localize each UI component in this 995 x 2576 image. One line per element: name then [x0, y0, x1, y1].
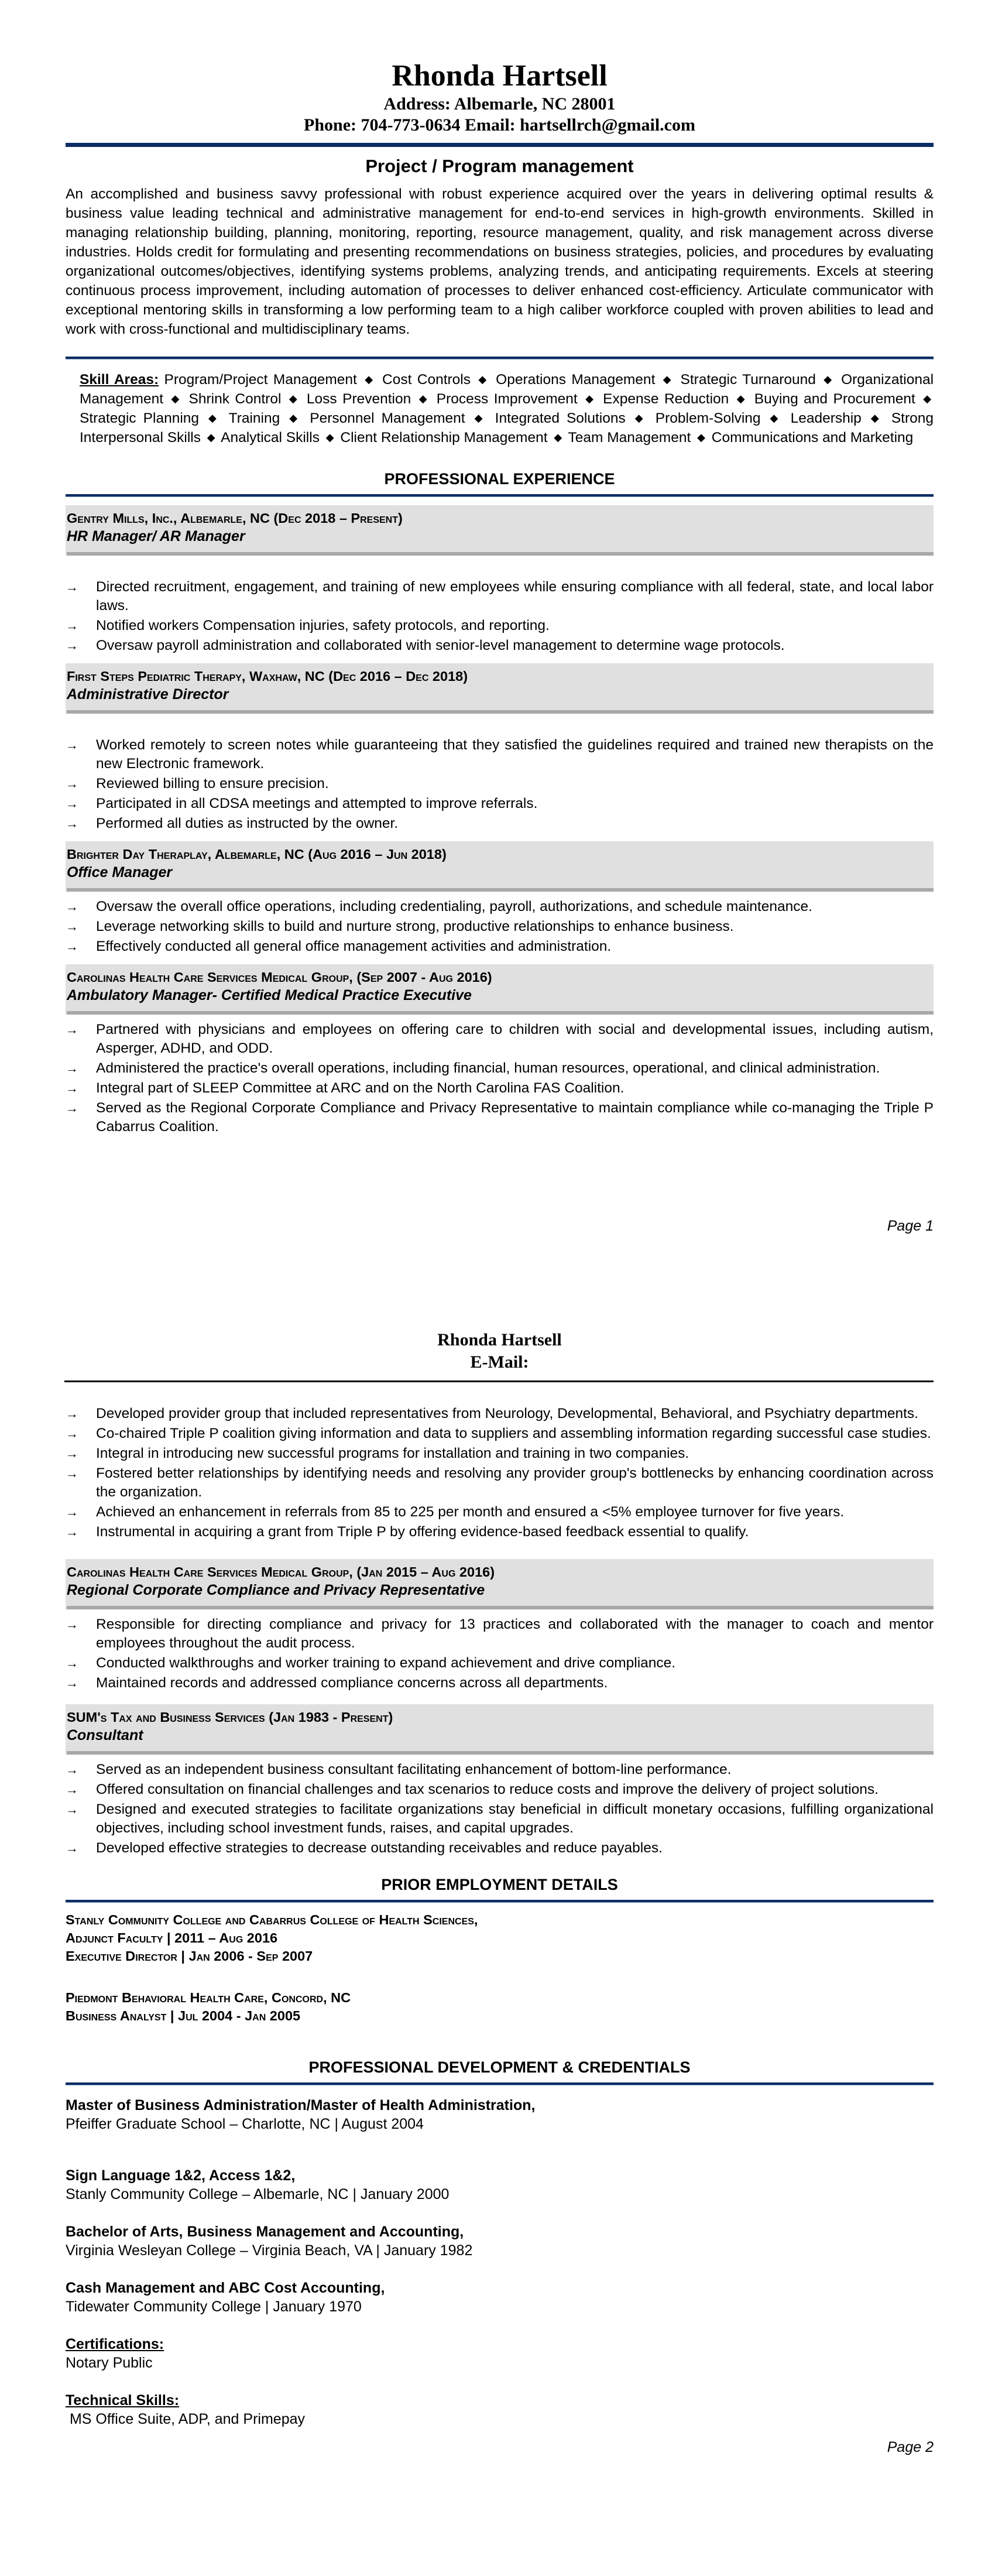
diamond-separator-icon: ◆ [923, 393, 932, 405]
diamond-separator-icon: ◆ [870, 412, 882, 424]
arrow-icon: → [66, 1656, 78, 1670]
skill-item: Organizational Management [80, 372, 934, 407]
page-number: Page 2 [887, 2439, 934, 2455]
skill-item: Problem-Solving [655, 410, 761, 426]
bullet-item: → Offered consultation on financial challenges and tax scenarios to reduce costs and improve the delivery of project solutions. [66, 1780, 934, 1799]
bullet-item: → Directed recruitment, engagement, and training of new employees while ensuring compliance with all federal, state, and local labor laws. [66, 579, 934, 614]
arrow-icon: → [66, 1505, 78, 1519]
job-entry [66, 1704, 934, 1858]
prior-divider [66, 1900, 934, 1903]
certifications [66, 2335, 934, 2372]
job-header-bar [67, 552, 934, 556]
diamond-separator-icon: ◆ [478, 374, 488, 385]
job-bullets-continued [66, 1405, 934, 1542]
bullet-item: → Performed all duties as instructed by the owner. [66, 814, 934, 833]
job-company: SUM's Tax and Business Services (Jan 1983 - Present) [67, 1710, 393, 1725]
bullet-item: → Instrumental in acquiring a grant from Triple P by offering evidence-based feedback essential to qualify. [66, 1523, 934, 1542]
arrow-icon: → [66, 1782, 78, 1797]
credentials-divider [66, 2082, 934, 2085]
skills-list [66, 370, 934, 447]
diamond-separator-icon: ◆ [770, 412, 781, 424]
job-bullets [66, 1020, 934, 1136]
education-item [66, 2096, 934, 2133]
job-entry [66, 505, 934, 655]
job-entry [66, 1559, 934, 1693]
job-role: Office Manager [67, 864, 173, 881]
job-role: HR Manager/ AR Manager [67, 528, 245, 544]
job-role: Ambulatory Manager- Certified Medical Practice Executive [67, 987, 472, 1003]
education-list [66, 2096, 934, 2428]
job-header [66, 1704, 934, 1755]
job-header-bar [67, 888, 934, 892]
prior-entry [66, 1989, 934, 2025]
bullet-item: → Effectively conducted all general office management activities and administration. [66, 937, 934, 956]
job-role: Administrative Director [67, 686, 229, 703]
skill-item: Shrink Control [188, 391, 282, 407]
diamond-separator-icon: ◆ [663, 374, 673, 385]
job-role: Consultant [67, 1727, 143, 1743]
diamond-separator-icon: ◆ [634, 412, 646, 424]
job-bullets [66, 1760, 934, 1858]
bullet-item: → Oversaw payroll administration and collaborated with senior-level management to determine wage protocols. [66, 636, 934, 655]
bullet-item: → Developed provider group that included representatives from Neurology, Developmental, Behavioral, and Psychiatry departments. [66, 1405, 934, 1423]
diamond-separator-icon: ◆ [365, 374, 375, 385]
diamond-separator-icon: ◆ [289, 393, 299, 405]
skills-items [80, 372, 934, 446]
degree: Sign Language 1&2, Access 1&2, [66, 2167, 296, 2184]
bullet-item: → Leverage networking skills to build and nurture strong, productive relationships to enhance business. [66, 917, 934, 936]
section-title-prior: PRIOR EMPLOYMENT DETAILS [381, 1876, 618, 1893]
arrow-icon: → [66, 1061, 78, 1075]
degree: Master of Business Administration/Master of Health Administration, [66, 2097, 536, 2113]
technical-skills [66, 2391, 934, 2428]
skill-item: Leadership [790, 410, 862, 426]
prior-org: Stanly Community College and Cabarrus College of Health Sciences, [66, 1912, 478, 1927]
job-header-bar [67, 1751, 934, 1755]
diamond-separator-icon: ◆ [208, 412, 220, 424]
job-bullets [66, 1615, 934, 1693]
education-item [66, 2166, 934, 2204]
skill-item: Strategic Planning [80, 410, 200, 426]
arrow-icon: → [66, 919, 78, 934]
bullet-item: → Administered the practice's overall operations, including financial, human resources, operational, and clinical administration. [66, 1059, 934, 1078]
prior-org: Piedmont Behavioral Health Care, Concord, NC [66, 1990, 351, 2005]
skill-item: Buying and Procurement [754, 391, 915, 407]
bullet-item: → Served as an independent business consultant facilitating enhancement of bottom-line performance. [66, 1760, 934, 1779]
arrow-icon: → [66, 1802, 78, 1817]
summary-paragraph: An accomplished and business savvy professional with robust experience acquired over the years in delivering optimal results & business value leading technical and administrative management for end-to-end services in high-growth environments. Skilled in managing relationship building, planning, monitoring, reporting, resource management, quality, and risk management across diverse industries. Holds credit for formulating and presenting recommendations on business strategies, policies, and procedures by evaluating organizational outcomes/objectives, identifying systems problems, analyzing trends, and anticipating requirements. Excels at steering continuous process improvement, including automation of processes to deliver enhanced cost-efficiency. Articulate communicator with exceptional mentoring skills in transforming a low performing team to a high caliber workforce coupled with proven abilities to lead and work with cross-functional and multidisciplinary teams. [66, 186, 934, 337]
skill-item: Loss Prevention [306, 391, 411, 407]
job-header [66, 1559, 934, 1609]
diamond-separator-icon: ◆ [171, 393, 181, 405]
skill-item: Team Management [568, 430, 691, 446]
prior-role: Business Analyst | Jul 2004 - Jan 2005 [66, 2008, 301, 2023]
school: Virginia Wesleyan College – Virginia Beach, VA | January 1982 [66, 2242, 473, 2259]
skill-item: Client Relationship Management [340, 430, 548, 446]
arrow-icon: → [66, 738, 78, 752]
phone-email: Phone: 704-773-0634 Email: hartsellrch@gmail.com [304, 115, 695, 135]
arrow-icon: → [66, 1676, 78, 1690]
arrow-icon: → [66, 1406, 78, 1421]
job-header [66, 505, 934, 556]
prior-role: Executive Director | Jan 2006 - Sep 2007 [66, 1948, 313, 1964]
arrow-icon: → [66, 1466, 78, 1481]
bullet-item: → Co-chaired Triple P coalition giving information and data to suppliers and assembling information regarding successful case studies. [66, 1424, 934, 1443]
education-item [66, 2222, 934, 2260]
skill-item: Operations Management [496, 372, 656, 388]
arrow-icon: → [66, 580, 78, 594]
job-bullets [66, 898, 934, 956]
certifications-value: Notary Public [66, 2355, 153, 2371]
arrow-icon: → [66, 1101, 78, 1115]
candidate-name: Rhonda Hartsell [392, 59, 608, 93]
job-company: Gentry Mills, Inc., Albemarle, NC (Dec 2018 – Present) [67, 511, 403, 526]
job-header-bar [67, 710, 934, 714]
bullet-item: → Integral part of SLEEP Committee at ARC and on the North Carolina FAS Coalition. [66, 1079, 934, 1098]
bullet-item: → Partnered with physicians and employees on offering care to children with social and developmental issues, including autism, Asperger, ADHD, and ODD. [66, 1022, 934, 1056]
section-title-experience: PROFESSIONAL EXPERIENCE [384, 470, 615, 488]
job-bullets [66, 578, 934, 655]
arrow-icon: → [66, 1022, 78, 1037]
arrow-icon: → [66, 816, 78, 831]
diamond-separator-icon: ◆ [824, 374, 833, 385]
degree: Cash Management and ABC Cost Accounting, [66, 2280, 385, 2296]
page-number: Page 1 [887, 1218, 934, 1234]
arrow-icon: → [66, 1426, 78, 1441]
diamond-separator-icon: ◆ [736, 393, 747, 405]
skill-item: Program/Project Management [164, 372, 357, 388]
diamond-separator-icon: ◆ [585, 393, 595, 405]
job-header [66, 964, 934, 1015]
certifications-label: Certifications: [66, 2336, 164, 2352]
diamond-separator-icon: ◆ [554, 431, 562, 443]
job-company: Carolinas Health Care Services Medical Group, (Jan 2015 – Aug 2016) [67, 1564, 495, 1580]
education-item [66, 2279, 934, 2316]
prior-role: Adjunct Faculty | 2011 – Aug 2016 [66, 1930, 278, 1945]
skill-item: Strategic Turnaround [680, 372, 816, 388]
experience-divider [66, 494, 934, 497]
skill-item: Analytical Skills [221, 430, 320, 446]
arrow-icon: → [66, 796, 78, 811]
job-header [66, 663, 934, 714]
school: Pfeiffer Graduate School – Charlotte, NC | August 2004 [66, 2116, 424, 2132]
bullet-item: → Served as the Regional Corporate Compliance and Privacy Representative to maintain compliance while co-managing the Triple P Cabarrus Coalition. [66, 1100, 934, 1135]
skill-item: Communications and Marketing [711, 430, 914, 446]
page2-candidate-name: Rhonda Hartsell [437, 1330, 562, 1349]
diamond-separator-icon: ◆ [418, 393, 429, 405]
skills-label: Skill Areas: [80, 372, 159, 388]
job-company: Brighter Day Theraplay, Albemarle, NC (Aug 2016 – Jun 2018) [67, 847, 447, 862]
skill-item: Personnel Management [310, 410, 465, 426]
prior-entry [66, 1911, 934, 1965]
bullet-item: → Worked remotely to screen notes while guaranteeing that they satisfied the guidelines required and trained new therapists on the new Electronic framework. [66, 737, 934, 772]
technical-skills-label: Technical Skills: [66, 2392, 180, 2409]
bullet-item: → Responsible for directing compliance and privacy for 13 practices and collaborated with the manager to coach and mentor employees throughout the audit process. [66, 1616, 934, 1651]
skills-divider [66, 357, 934, 359]
bullet-item: → Oversaw the overall office operations, including credentialing, payroll, authorizations, and schedule maintenance. [66, 898, 934, 916]
bullet-item: → Maintained records and addressed compliance concerns across all departments. [66, 1674, 934, 1693]
arrow-icon: → [66, 1762, 78, 1777]
job-entry [66, 964, 934, 1136]
skill-item: Strong Interpersonal Skills [80, 410, 934, 446]
arrow-icon: → [66, 1446, 78, 1461]
diamond-separator-icon: ◆ [207, 431, 215, 443]
job-header-bar [67, 1606, 934, 1609]
diamond-separator-icon: ◆ [325, 431, 334, 443]
arrow-icon: → [66, 1525, 78, 1539]
job-entry [66, 663, 934, 833]
job-company: First Steps Pediatric Therapy, Waxhaw, NC (Dec 2016 – Dec 2018) [67, 669, 468, 684]
skill-item: Process Improvement [436, 391, 578, 407]
skill-item: Training [228, 410, 280, 426]
section-title-credentials: PROFESSIONAL DEVELOPMENT & CREDENTIALS [308, 2058, 691, 2076]
job-header [66, 841, 934, 892]
address: Address: Albemarle, NC 28001 [383, 94, 616, 114]
skill-item: Cost Controls [382, 372, 471, 388]
school: Tidewater Community College | January 1970 [66, 2298, 362, 2315]
page2-email-label: E-Mail: [470, 1352, 529, 1372]
bullet-item: → Achieved an enhancement in referrals from 85 to 225 per month and ensured a <5% employee turnover for five years. [66, 1503, 934, 1522]
arrow-icon: → [66, 1617, 78, 1632]
bullet-item: → Integral in introducing new successful programs for installation and training in two companies. [66, 1444, 934, 1463]
diamond-separator-icon: ◆ [697, 431, 705, 443]
bullet-item: → Conducted walkthroughs and worker training to expand achievement and drive compliance. [66, 1654, 934, 1673]
bullet-item: → Fostered better relationships by identifying needs and resolving any provider group's bottlenecks by enhancing coordination across the organization. [66, 1465, 934, 1500]
job-role: Regional Corporate Compliance and Privacy Representative [67, 1582, 485, 1598]
prior-employment [66, 1911, 934, 2025]
resume-page-2 [0, 1294, 995, 2576]
job-entry [66, 841, 934, 956]
headline: Project / Program management [365, 156, 634, 176]
skill-item: Integrated Solutions [495, 410, 626, 426]
school: Stanly Community College – Albemarle, NC | January 2000 [66, 2186, 450, 2202]
skill-item: Expense Reduction [603, 391, 729, 407]
header-divider [66, 143, 934, 147]
arrow-icon: → [66, 618, 78, 633]
bullet-item: → Notified workers Compensation injuries, safety protocols, and reporting. [66, 616, 934, 635]
arrow-icon: → [66, 776, 78, 791]
arrow-icon: → [66, 939, 78, 954]
degree: Bachelor of Arts, Business Management and Accounting, [66, 2224, 464, 2240]
arrow-icon: → [66, 1841, 78, 1855]
diamond-separator-icon: ◆ [289, 412, 301, 424]
bullet-item: → Designed and executed strategies to facilitate organizations stay beneficial in difficult monetary occasions, fulfilling organizational objectives, including school investment funds, raises, and capital upgrades. [66, 1801, 934, 1836]
page2-header-divider [64, 1381, 934, 1382]
diamond-separator-icon: ◆ [474, 412, 486, 424]
bullet-item: → Participated in all CDSA meetings and attempted to improve referrals. [66, 794, 934, 813]
arrow-icon: → [66, 899, 78, 914]
bullet-item: → Reviewed billing to ensure precision. [66, 775, 934, 793]
arrow-icon: → [66, 1081, 78, 1095]
job-bullets [66, 736, 934, 833]
arrow-icon: → [66, 638, 78, 653]
technical-skills-value: MS Office Suite, ADP, and Primepay [66, 2411, 305, 2427]
job-header-bar [67, 1011, 934, 1015]
skill-areas [66, 357, 934, 447]
bullet-item: → Developed effective strategies to decrease outstanding receivables and reduce payables. [66, 1839, 934, 1858]
job-company: Carolinas Health Care Services Medical Group, (Sep 2007 - Aug 2016) [67, 970, 492, 985]
